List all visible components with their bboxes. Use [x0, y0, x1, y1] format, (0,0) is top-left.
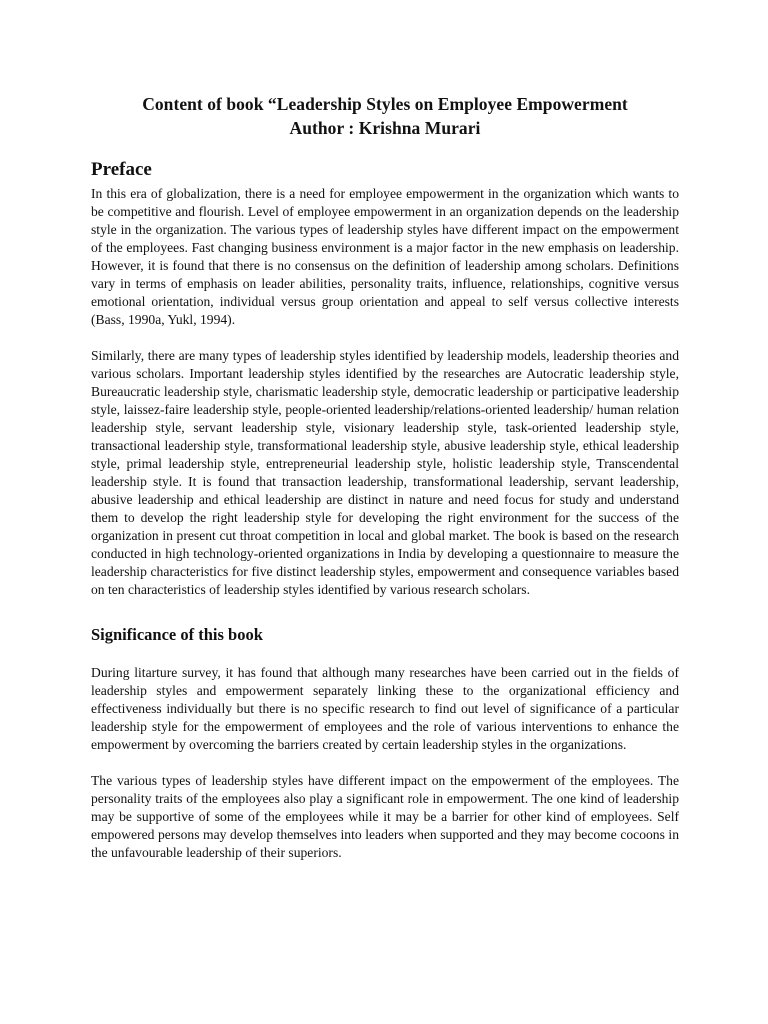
document-title: [91, 92, 679, 140]
preface-heading: Preface: [91, 159, 152, 180]
significance-heading: Significance of this book: [91, 625, 263, 644]
significance-paragraph-2: The various types of leadership styles have different impact on the empowerment of the employees. The personality traits of the employees also play a significant role in empowerment. The one kind of leadership may be supportive of some of the employees while it may be a barrier for other kind of employees. Self empowered persons may develop themselves into leaders when supported and they may become cocoons in the unfavourable leadership of their superiors.: [91, 773, 679, 860]
author-line: Author : Krishna Murari: [289, 118, 481, 138]
significance-paragraph-1: During litarture survey, it has found that although many researches have been carried out in the fields of leadership styles and empowerment separately linking these to the organizational efficiency and effectiveness individually but there is no specific research to find out level of significance of a particular leadership style for the empowerment of employees and the role of various interventions to enhance the empowerment by overcoming the barriers created by certain leadership styles in the organizations.: [91, 665, 679, 752]
preface-paragraph-1: In this era of globalization, there is a need for employee empowerment in the organization which wants to be competitive and flourish. Level of employee empowerment in an organization depends on the leadership style in the organization. The various types of leadership styles have different impact on the empowerment of the employees. Fast changing business environment is a major factor in the new emphasis on leadership. However, it is found that there is no consensus on the definition of leadership among scholars. Definitions vary in terms of emphasis on leader abilities, personality traits, influence, relationships, cognitive versus emotional orientation, individual versus group orientation and appeal to self versus collective interests (Bass, 1990a, Yukl, 1994).: [91, 186, 679, 327]
book-title: Content of book “Leadership Styles on Employee Empowerment: [142, 94, 628, 114]
preface-paragraph-2: Similarly, there are many types of leadership styles identified by leadership models, leadership theories and various scholars. Important leadership styles identified by the researches are Autocratic leadership style, Bureaucratic leadership style, charismatic leadership style, democratic leadership or participative leadership style, laissez-faire leadership style, people-oriented leadership/relations-oriented leadership/ human relation leadership style, servant leadership style, visionary leadership style, task-oriented leadership style, transactional leadership style, transformational leadership style, abusive leadership style, ethical leadership style, primal leadership style, entrepreneurial leadership style, holistic leadership style, Transcendental leadership style. It is found that transaction leadership, transformational leadership, servant leadership, abusive leadership and ethical leadership are distinct in nature and need focus for study and understand them to develop the right leadership style for developing the right environment for the success of the organization in present cut throat competition in local and global market. The book is based on the research conducted in high technology-oriented organizations in India by developing a questionnaire to measure the leadership characteristics for five distinct leadership styles, empowerment and consequence variables based on ten characteristics of leadership styles identified by various research scholars.: [91, 348, 679, 597]
